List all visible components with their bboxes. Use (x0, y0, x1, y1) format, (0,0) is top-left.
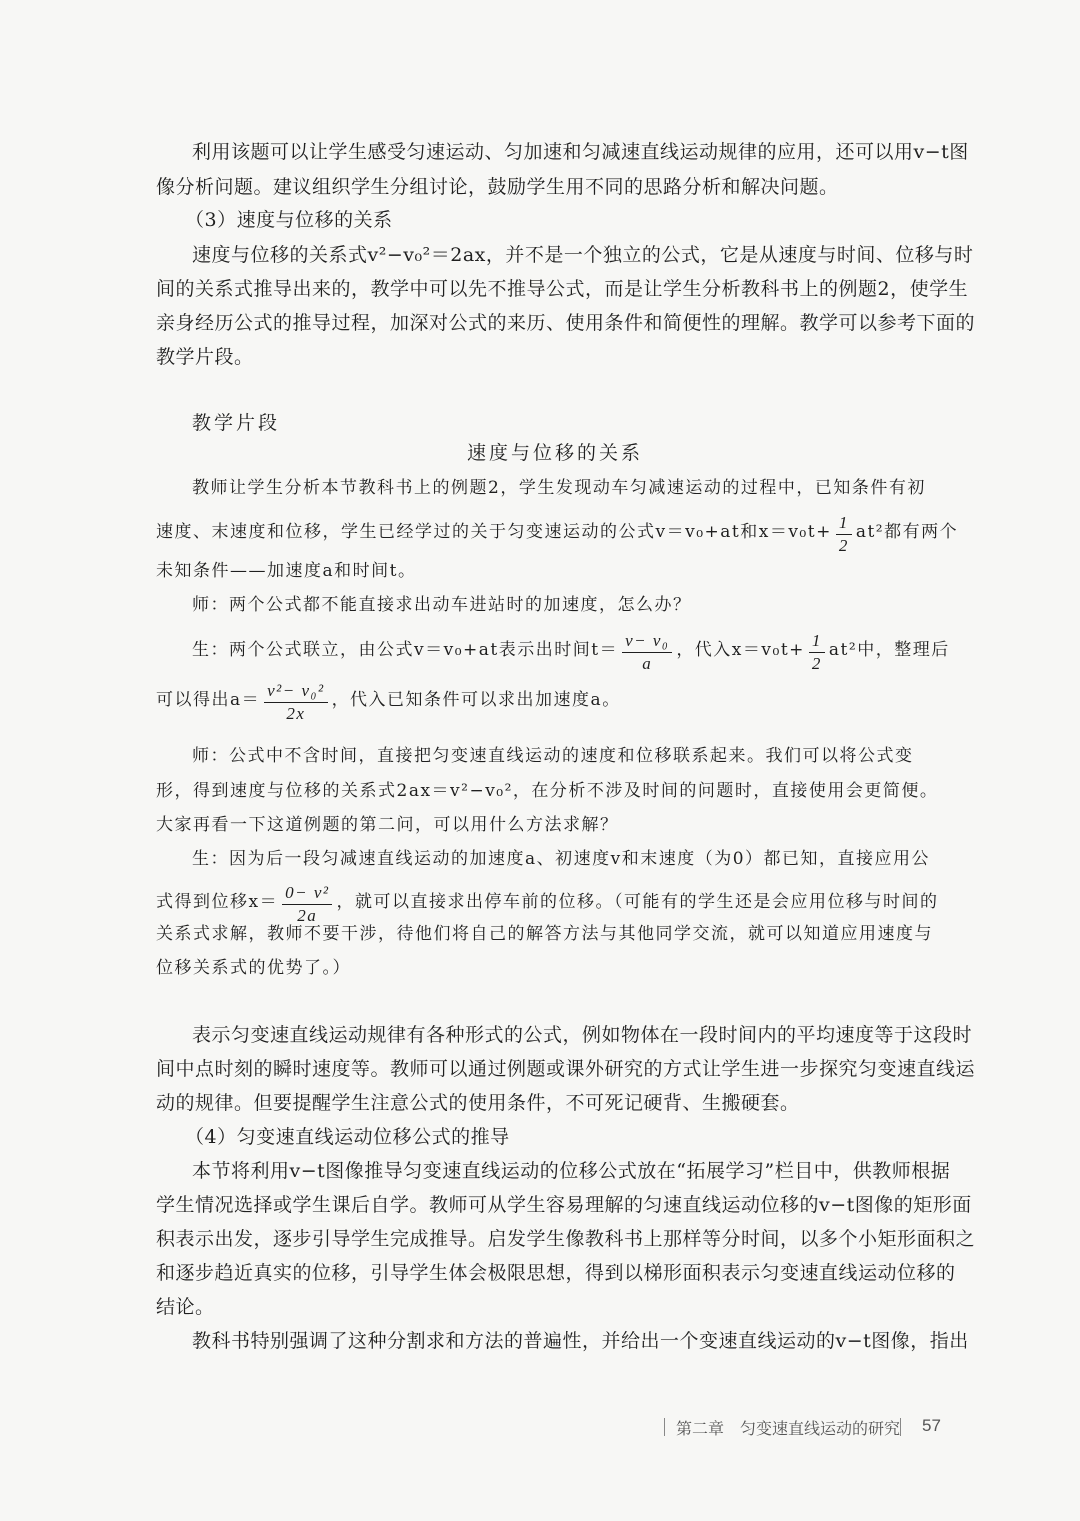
footer-divider-left (664, 1418, 665, 1436)
fraction-half: $\frac{1}{2}$ (836, 512, 852, 557)
section-3-heading: （3）速度与位移的关系 (185, 209, 393, 231)
footer-divider-right (900, 1418, 901, 1436)
section-3-line-4: 教学片段。 (156, 346, 254, 368)
mid-line-1: 表示匀变速直线运动规律有各种形式的公式，例如物体在一段时间内的平均速度等于这段时 (192, 1024, 973, 1046)
student-line-5: 关系式求解，教师不要干涉，待他们将自己的解答方法与其他同学交流，就可以知道应用速度与 (156, 924, 933, 944)
intro-line-2: 像分析问题。建议组织学生分组讨论，鼓励学生用不同的思路分析和解决问题。 (156, 176, 839, 198)
student-line-2: 可以得出a＝ $\frac{\text{v²− v₀²}}{2x}$ ，代入已知条件可以求出加速度a。 (156, 681, 621, 723)
section-4-heading: （4）匀变速直线运动位移公式的推导 (185, 1126, 510, 1148)
teacher-line-1: 师：两个公式都不能直接求出动车进站时的加速度，怎么办？ (192, 595, 692, 615)
student-line-6: 位移关系式的优势了。） (156, 958, 351, 978)
section-4-line-1: 本节将利用v−t图像推导匀变速直线运动的位移公式放在“拓展学习”栏目中，供教师根据 (192, 1160, 951, 1182)
section-4-line-5: 结论。 (156, 1296, 215, 1318)
section-3-line-3: 亲身经历公式的推导过程，加深对公式的来历、使用条件和简便性的理解。教学可以参考下面的 (156, 312, 976, 334)
section-4-line-6: 教科书特别强调了这种分割求和方法的普遍性，并给出一个变速直线运动的v−t图像，指出 (192, 1330, 969, 1352)
fragment-title: 速度与位移的关系 (467, 442, 644, 464)
mid-line-2: 间中点时刻的瞬时速度等。教师可以通过例题或课外研究的方式让学生进一步探究匀变速直线运 (156, 1058, 976, 1080)
fraction-displacement: $\frac{\text{0− v²}}{2a}$ (282, 882, 332, 927)
teacher-line-2b: 形，得到速度与位移的关系式2ax＝v²−v₀²，在分析不涉及时间的问题时，直接使用会更简便。 (156, 781, 939, 801)
fragment-p1-line-1: 教师让学生分析本节教科书上的例题2，学生发现动车匀减速运动的过程中，已知条件有初 (192, 478, 926, 498)
student-line-1: 生：两个公式联立，由公式v＝v₀+at表示出时间t＝ $\frac{\text{v− v₀}}{a}$ ，代入x＝v₀t+ $\frac{1}{2}$ at²中，整理后 (192, 631, 950, 673)
section-3-line-1: 速度与位移的关系式v²−v₀²＝2ax，并不是一个独立的公式，它是从速度与时间、位移与时 (192, 244, 974, 266)
student-line-3: 生：因为后一段匀减速直线运动的加速度a、初速度v和末速度（为0）都已知，直接应用公 (192, 849, 931, 869)
intro-line-1: 利用该题可以让学生感受匀速运动、匀加速和匀减速直线运动规律的应用，还可以用v−t图 (192, 141, 969, 163)
fraction-half-2: $\frac{1}{2}$ (809, 630, 825, 675)
section-4-line-4: 和逐步趋近真实的位移，引导学生体会极限思想，得到以梯形面积表示匀变速直线运动位移的 (156, 1262, 956, 1284)
student-line-4: 式得到位移x＝ $\frac{\text{0− v²}}{2a}$ ，就可以直接求出停车前的位移。（可能有的学生还是会应用位移与时间的 (156, 883, 939, 925)
fragment-p1-line-2: 速度、末速度和位移，学生已经学过的关于匀变速运动的公式v＝v₀+at和x＝v₀t+ $\frac{1}{2}$ at²都有两个 (156, 513, 959, 555)
fraction-acceleration: $\frac{\text{v²− v₀²}}{2x}$ (264, 680, 327, 725)
fraction-time: $\frac{\text{v− v₀}}{a}$ (622, 630, 672, 675)
section-4-line-3: 积表示出发，逐步引导学生完成推导。启发学生像教科书上那样等分时间，以多个小矩形面积之 (156, 1228, 976, 1250)
section-4-line-2: 学生情况选择或学生课后自学。教师可从学生容易理解的匀速直线运动位移的v−t图像的矩形面 (156, 1194, 972, 1216)
fragment-p1-line-3: 未知条件——加速度a和时间t。 (156, 561, 417, 581)
mid-line-3: 动的规律。但要提醒学生注意公式的使用条件，不可死记硬背、生搬硬套。 (156, 1092, 800, 1114)
section-3-line-2: 间的关系式推导出来的，教学中可以先不推导公式，而是让学生分析教科书上的例题2，使学生 (156, 278, 969, 300)
footer-chapter: 第二章 匀变速直线运动的研究 (676, 1421, 901, 1438)
fragment-label: 教学片段 (192, 412, 281, 434)
page-number: 57 (922, 1416, 941, 1435)
teacher-line-2a: 师：公式中不含时间，直接把匀变速直线运动的速度和位移联系起来。我们可以将公式变 (192, 746, 914, 766)
teacher-line-2c: 大家再看一下这道例题的第二问，可以用什么方法求解？ (156, 815, 619, 835)
